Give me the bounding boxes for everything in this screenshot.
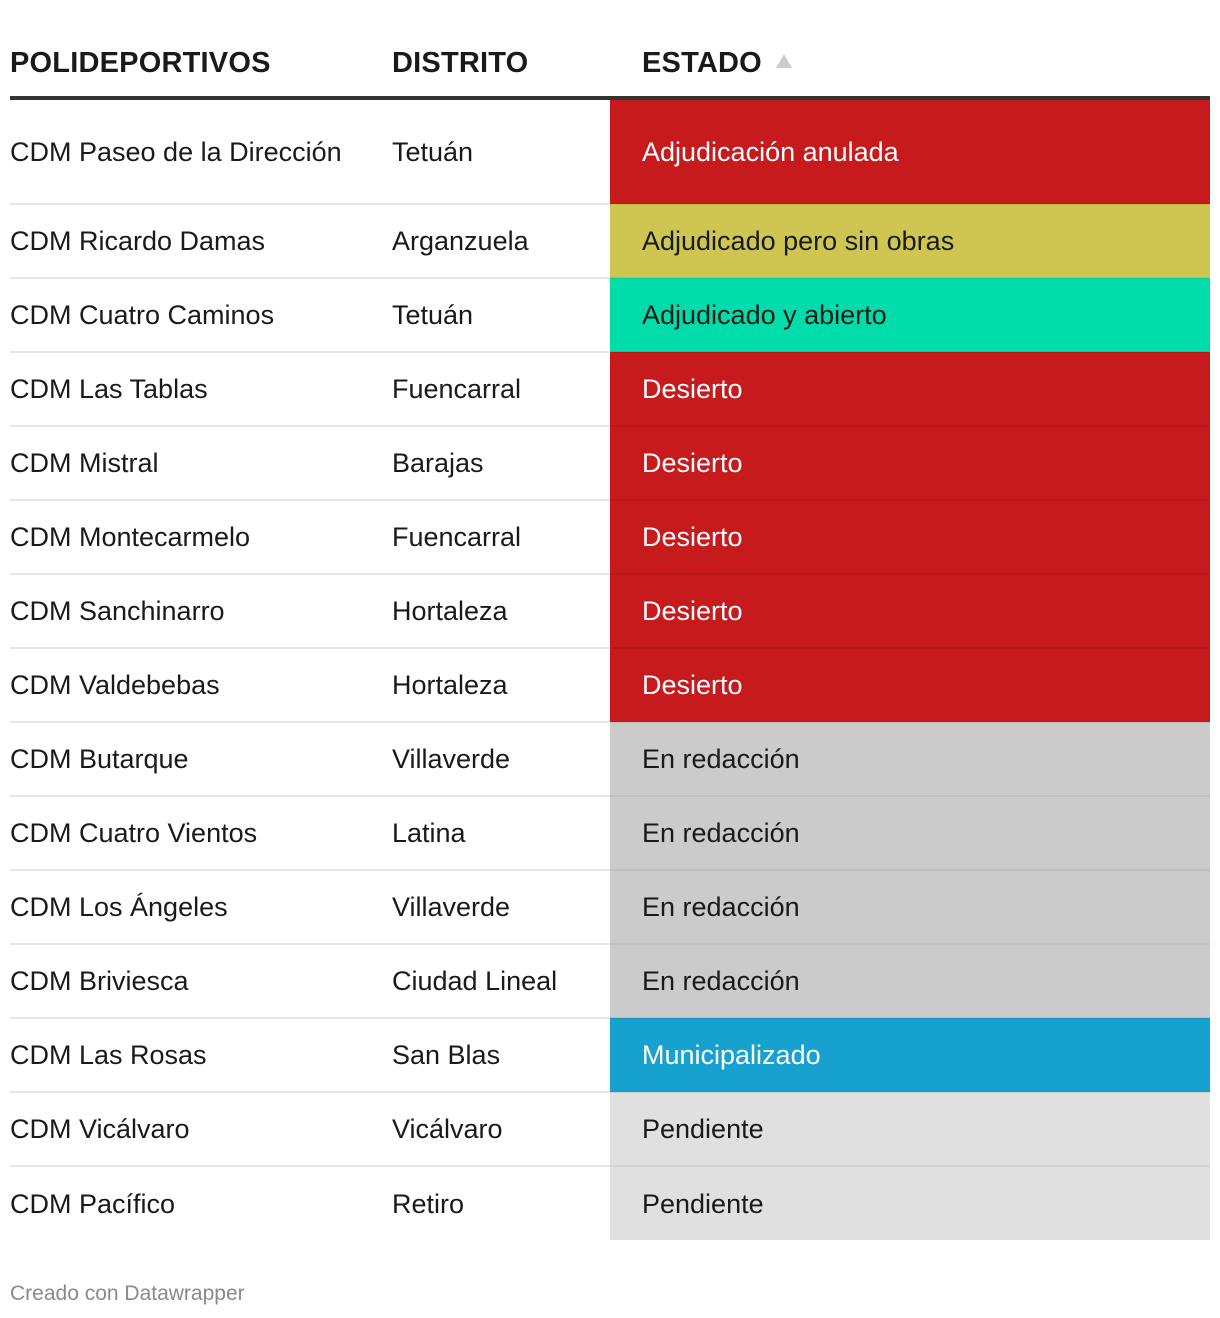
cell-distrito: Fuencarral (392, 500, 610, 574)
cell-distrito: Latina (392, 796, 610, 870)
cell-polideportivo: CDM Paseo de la Dirección (10, 98, 392, 204)
cell-distrito: Villaverde (392, 870, 610, 944)
status-table-container (10, 0, 1210, 1240)
cell-polideportivo: CDM Vicálvaro (10, 1092, 392, 1166)
column-header-label: ESTADO (642, 46, 762, 79)
cell-polideportivo: CDM Montecarmelo (10, 500, 392, 574)
cell-estado: En redacción (610, 796, 1210, 870)
column-header-estado[interactable] (610, 0, 1210, 98)
cell-estado: En redacción (610, 944, 1210, 1018)
cell-distrito: Fuencarral (392, 352, 610, 426)
column-header-label: POLIDEPORTIVOS (10, 46, 271, 79)
cell-polideportivo: CDM Cuatro Vientos (10, 796, 392, 870)
table-row (10, 426, 1210, 500)
cell-estado: Desierto (610, 426, 1210, 500)
table-row (10, 204, 1210, 278)
table-row (10, 870, 1210, 944)
column-header-distrito[interactable] (392, 0, 610, 98)
table-header-row (10, 0, 1210, 98)
table-row (10, 278, 1210, 352)
column-header-label: DISTRITO (392, 46, 529, 79)
cell-polideportivo: CDM Valdebebas (10, 648, 392, 722)
cell-polideportivo: CDM Briviesca (10, 944, 392, 1018)
datawrapper-credit[interactable]: Creado con Datawrapper (10, 1282, 245, 1305)
cell-estado: En redacción (610, 722, 1210, 796)
table-row (10, 1092, 1210, 1166)
cell-polideportivo: CDM Las Tablas (10, 352, 392, 426)
cell-estado: Adjudicado pero sin obras (610, 204, 1210, 278)
cell-distrito: Arganzuela (392, 204, 610, 278)
cell-polideportivo: CDM Ricardo Damas (10, 204, 392, 278)
table-row (10, 944, 1210, 1018)
table-row (10, 648, 1210, 722)
cell-polideportivo: CDM Butarque (10, 722, 392, 796)
cell-polideportivo: CDM Cuatro Caminos (10, 278, 392, 352)
table-body (10, 98, 1210, 1240)
table-row (10, 796, 1210, 870)
cell-distrito: Ciudad Lineal (392, 944, 610, 1018)
cell-distrito: San Blas (392, 1018, 610, 1092)
cell-distrito: Barajas (392, 426, 610, 500)
table-row (10, 574, 1210, 648)
cell-distrito: Tetuán (392, 98, 610, 204)
table-row (10, 1018, 1210, 1092)
cell-estado: Desierto (610, 352, 1210, 426)
cell-estado: En redacción (610, 870, 1210, 944)
table-row (10, 352, 1210, 426)
cell-polideportivo: CDM Pacífico (10, 1188, 176, 1219)
cell-distrito: Hortaleza (392, 648, 610, 722)
cell-polideportivo: CDM Los Ángeles (10, 870, 392, 944)
cell-distrito: Hortaleza (392, 574, 610, 648)
cell-polideportivo: CDM Las Rosas (10, 1018, 392, 1092)
column-header-polideportivos[interactable] (10, 0, 392, 98)
table-row (10, 500, 1210, 574)
sort-ascending-icon[interactable] (776, 54, 792, 68)
cell-estado: Desierto (610, 500, 1210, 574)
cell-estado: Desierto (610, 574, 1210, 648)
table-row (10, 722, 1210, 796)
cell-estado: Pendiente (610, 1092, 1210, 1166)
cell-estado: Municipalizado (610, 1018, 1210, 1092)
cell-estado: Desierto (610, 648, 1210, 722)
cell-distrito: Retiro (392, 1188, 465, 1219)
status-table (10, 0, 1210, 1240)
cell-distrito: Tetuán (392, 278, 610, 352)
cell-polideportivo: CDM Sanchinarro (10, 574, 392, 648)
cell-estado: Pendiente (610, 1166, 1210, 1240)
cell-distrito: Vicálvaro (392, 1092, 610, 1166)
cell-estado: Adjudicación anulada (610, 98, 1210, 204)
table-row (10, 1166, 1210, 1240)
cell-estado: Adjudicado y abierto (610, 278, 1210, 352)
cell-polideportivo: CDM Mistral (10, 426, 392, 500)
table-row (10, 98, 1210, 204)
cell-distrito: Villaverde (392, 722, 610, 796)
